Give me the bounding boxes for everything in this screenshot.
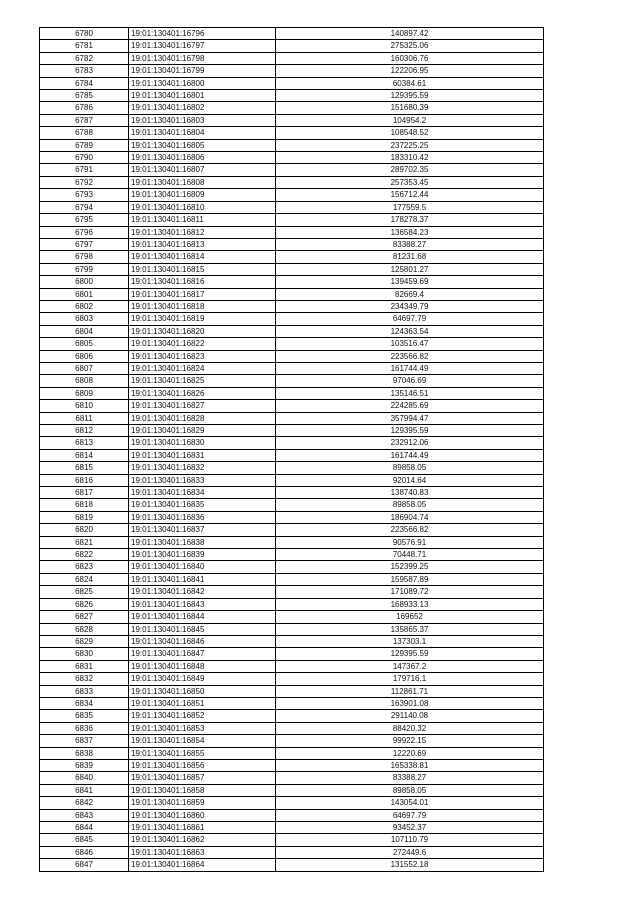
table-row [40,809,544,821]
row-number-cell: 6834 [40,697,129,709]
table-row [40,90,544,102]
table-row [40,573,544,585]
row-number-cell: 6844 [40,822,129,834]
value-cell: 64697.79 [276,809,544,821]
value-cell: 237225.25 [276,139,544,151]
cadastral-number-cell: 19:01:130401:16853 [129,722,276,734]
row-number-cell: 6817 [40,487,129,499]
cadastral-number-cell: 19:01:130401:16836 [129,511,276,523]
row-number-cell: 6842 [40,797,129,809]
value-cell: 138740.83 [276,487,544,499]
row-number-cell: 6782 [40,52,129,64]
cadastral-number-cell: 19:01:130401:16828 [129,412,276,424]
table-row [40,65,544,77]
table-row [40,834,544,846]
row-number-cell: 6828 [40,623,129,635]
table-row [40,437,544,449]
row-number-cell: 6811 [40,412,129,424]
table-row [40,300,544,312]
table-row [40,350,544,362]
row-number-cell: 6838 [40,747,129,759]
value-cell: 275325.06 [276,40,544,52]
table-row [40,288,544,300]
table-row [40,648,544,660]
row-number-cell: 6789 [40,139,129,151]
cadastral-number-cell: 19:01:130401:16805 [129,139,276,151]
value-cell: 156712.44 [276,189,544,201]
value-cell: 108548.52 [276,127,544,139]
cadastral-number-cell: 19:01:130401:16858 [129,784,276,796]
row-number-cell: 6836 [40,722,129,734]
value-cell: 82669.4 [276,288,544,300]
table-row [40,511,544,523]
row-number-cell: 6843 [40,809,129,821]
row-number-cell: 6785 [40,90,129,102]
table-row [40,238,544,250]
row-number-cell: 6800 [40,276,129,288]
cadastral-number-cell: 19:01:130401:16835 [129,499,276,511]
value-cell: 60384.61 [276,77,544,89]
cadastral-number-cell: 19:01:130401:16841 [129,573,276,585]
value-cell: 70448.71 [276,549,544,561]
row-number-cell: 6786 [40,102,129,114]
row-number-cell: 6820 [40,524,129,536]
cadastral-number-cell: 19:01:130401:16807 [129,164,276,176]
table-row [40,623,544,635]
value-cell: 168933.13 [276,598,544,610]
table-row [40,28,544,40]
value-cell: 83388.27 [276,772,544,784]
value-cell: 124363.54 [276,325,544,337]
value-cell: 140897.42 [276,28,544,40]
table-row [40,722,544,734]
table-row [40,40,544,52]
value-cell: 89858.05 [276,499,544,511]
row-number-cell: 6788 [40,127,129,139]
table-row [40,635,544,647]
table-row [40,263,544,275]
cadastral-number-cell: 19:01:130401:16797 [129,40,276,52]
cadastral-number-cell: 19:01:130401:16863 [129,846,276,858]
cadastral-number-cell: 19:01:130401:16849 [129,673,276,685]
cadastral-number-cell: 19:01:130401:16822 [129,338,276,350]
cadastral-number-cell: 19:01:130401:16859 [129,797,276,809]
row-number-cell: 6830 [40,648,129,660]
row-number-cell: 6794 [40,201,129,213]
cadastral-number-cell: 19:01:130401:16813 [129,238,276,250]
table-row [40,822,544,834]
value-cell: 163901.08 [276,697,544,709]
value-cell: 129395.59 [276,425,544,437]
value-cell: 139459.69 [276,276,544,288]
cadastral-number-cell: 19:01:130401:16850 [129,685,276,697]
row-number-cell: 6783 [40,65,129,77]
cadastral-number-cell: 19:01:130401:16834 [129,487,276,499]
cadastral-number-cell: 19:01:130401:16856 [129,759,276,771]
cadastral-number-cell: 19:01:130401:16840 [129,561,276,573]
row-number-cell: 6784 [40,77,129,89]
cadastral-number-cell: 19:01:130401:16810 [129,201,276,213]
table-row [40,325,544,337]
cadastral-number-cell: 19:01:130401:16816 [129,276,276,288]
row-number-cell: 6840 [40,772,129,784]
row-number-cell: 6846 [40,846,129,858]
cadastral-number-cell: 19:01:130401:16847 [129,648,276,660]
row-number-cell: 6825 [40,586,129,598]
value-cell: 92014.64 [276,474,544,486]
table-row [40,189,544,201]
cadastral-number-cell: 19:01:130401:16801 [129,90,276,102]
cadastral-number-cell: 19:01:130401:16851 [129,697,276,709]
value-cell: 234349.79 [276,300,544,312]
row-number-cell: 6795 [40,214,129,226]
row-number-cell: 6803 [40,313,129,325]
value-cell: 112861.71 [276,685,544,697]
row-number-cell: 6818 [40,499,129,511]
cadastral-number-cell: 19:01:130401:16843 [129,598,276,610]
table-row [40,201,544,213]
value-cell: 129395.59 [276,90,544,102]
row-number-cell: 6821 [40,536,129,548]
row-number-cell: 6798 [40,251,129,263]
value-cell: 99922.15 [276,735,544,747]
row-number-cell: 6814 [40,449,129,461]
row-number-cell: 6823 [40,561,129,573]
table-row [40,164,544,176]
table-row [40,487,544,499]
table-row [40,697,544,709]
cadastral-number-cell: 19:01:130401:16808 [129,176,276,188]
cadastral-number-cell: 19:01:130401:16812 [129,226,276,238]
table-row [40,449,544,461]
cadastral-number-cell: 19:01:130401:16796 [129,28,276,40]
value-cell: 81231.68 [276,251,544,263]
value-cell: 151680.39 [276,102,544,114]
cadastral-number-cell: 19:01:130401:16837 [129,524,276,536]
value-cell: 257353.45 [276,176,544,188]
value-cell: 136584.23 [276,226,544,238]
table-row [40,474,544,486]
table-row [40,586,544,598]
cadastral-number-cell: 19:01:130401:16827 [129,400,276,412]
table-row [40,747,544,759]
cadastral-number-cell: 19:01:130401:16829 [129,425,276,437]
table-row [40,462,544,474]
cadastral-number-cell: 19:01:130401:16809 [129,189,276,201]
table-row [40,710,544,722]
cadastral-number-cell: 19:01:130401:16830 [129,437,276,449]
table-row [40,214,544,226]
row-number-cell: 6845 [40,834,129,846]
value-cell: 165338.81 [276,759,544,771]
table-row [40,102,544,114]
value-cell: 159587.89 [276,573,544,585]
table-row [40,276,544,288]
row-number-cell: 6809 [40,387,129,399]
value-cell: 103516.47 [276,338,544,350]
row-number-cell: 6812 [40,425,129,437]
value-cell: 122206.95 [276,65,544,77]
table-row [40,139,544,151]
cadastral-number-cell: 19:01:130401:16832 [129,462,276,474]
value-cell: 64697.79 [276,313,544,325]
value-cell: 161744.49 [276,449,544,461]
row-number-cell: 6806 [40,350,129,362]
table-row [40,425,544,437]
cadastral-number-cell: 19:01:130401:16831 [129,449,276,461]
value-cell: 131552.18 [276,859,544,871]
value-cell: 125801.27 [276,263,544,275]
row-number-cell: 6835 [40,710,129,722]
value-cell: 137303.1 [276,635,544,647]
row-number-cell: 6841 [40,784,129,796]
row-number-cell: 6801 [40,288,129,300]
cadastral-number-cell: 19:01:130401:16798 [129,52,276,64]
value-cell: 107110.79 [276,834,544,846]
row-number-cell: 6833 [40,685,129,697]
cadastral-number-cell: 19:01:130401:16864 [129,859,276,871]
row-number-cell: 6797 [40,238,129,250]
value-cell: 178278.37 [276,214,544,226]
row-number-cell: 6799 [40,263,129,275]
table-row [40,611,544,623]
table-row [40,859,544,871]
cadastral-number-cell: 19:01:130401:16862 [129,834,276,846]
row-number-cell: 6829 [40,635,129,647]
cadastral-number-cell: 19:01:130401:16804 [129,127,276,139]
cadastral-number-cell: 19:01:130401:16800 [129,77,276,89]
cadastral-number-cell: 19:01:130401:16799 [129,65,276,77]
row-number-cell: 6847 [40,859,129,871]
cadastral-number-cell: 19:01:130401:16817 [129,288,276,300]
table-row [40,598,544,610]
table-row [40,549,544,561]
value-cell: 88420.32 [276,722,544,734]
value-cell: 357994.47 [276,412,544,424]
cadastral-number-cell: 19:01:130401:16814 [129,251,276,263]
value-cell: 147367.2 [276,660,544,672]
row-number-cell: 6790 [40,152,129,164]
table-row [40,400,544,412]
row-number-cell: 6780 [40,28,129,40]
value-cell: 232912.06 [276,437,544,449]
table-row [40,176,544,188]
row-number-cell: 6824 [40,573,129,585]
table-row [40,673,544,685]
cadastral-number-cell: 19:01:130401:16815 [129,263,276,275]
table-row [40,362,544,374]
value-cell: 12220.69 [276,747,544,759]
cadastral-number-cell: 19:01:130401:16818 [129,300,276,312]
row-number-cell: 6822 [40,549,129,561]
value-cell: 223566.82 [276,350,544,362]
cadastral-number-cell: 19:01:130401:16802 [129,102,276,114]
cadastral-number-cell: 19:01:130401:16820 [129,325,276,337]
value-cell: 104954.2 [276,114,544,126]
row-number-cell: 6827 [40,611,129,623]
table-row [40,784,544,796]
value-cell: 223566.82 [276,524,544,536]
cadastral-number-cell: 19:01:130401:16838 [129,536,276,548]
value-cell: 224285.69 [276,400,544,412]
value-cell: 89858.05 [276,462,544,474]
value-cell: 183310.42 [276,152,544,164]
row-number-cell: 6813 [40,437,129,449]
row-number-cell: 6781 [40,40,129,52]
value-cell: 179716.1 [276,673,544,685]
table-row [40,375,544,387]
row-number-cell: 6805 [40,338,129,350]
table-row [40,387,544,399]
table-row [40,251,544,263]
value-cell: 97046.69 [276,375,544,387]
table-row [40,660,544,672]
cadastral-number-cell: 19:01:130401:16803 [129,114,276,126]
table-row [40,561,544,573]
value-cell: 143054.01 [276,797,544,809]
row-number-cell: 6815 [40,462,129,474]
row-number-cell: 6793 [40,189,129,201]
row-number-cell: 6819 [40,511,129,523]
row-number-cell: 6839 [40,759,129,771]
row-number-cell: 6832 [40,673,129,685]
row-number-cell: 6807 [40,362,129,374]
table-body [40,28,544,872]
row-number-cell: 6808 [40,375,129,387]
cadastral-number-cell: 19:01:130401:16839 [129,549,276,561]
value-cell: 291140.08 [276,710,544,722]
value-cell: 129395.59 [276,648,544,660]
value-cell: 161744.49 [276,362,544,374]
value-cell: 171089.72 [276,586,544,598]
table-row [40,313,544,325]
value-cell: 186904.74 [276,511,544,523]
value-cell: 272449.6 [276,846,544,858]
cadastral-number-cell: 19:01:130401:16833 [129,474,276,486]
cadastral-number-cell: 19:01:130401:16844 [129,611,276,623]
table-row [40,412,544,424]
table-row [40,772,544,784]
value-cell: 89858.05 [276,784,544,796]
table-row [40,797,544,809]
row-number-cell: 6810 [40,400,129,412]
value-cell: 169652 [276,611,544,623]
cadastral-number-cell: 19:01:130401:16825 [129,375,276,387]
table-row [40,536,544,548]
row-number-cell: 6816 [40,474,129,486]
row-number-cell: 6791 [40,164,129,176]
row-number-cell: 6792 [40,176,129,188]
table-row [40,735,544,747]
cadastral-number-cell: 19:01:130401:16811 [129,214,276,226]
table-row [40,114,544,126]
cadastral-number-cell: 19:01:130401:16846 [129,635,276,647]
value-cell: 135865.37 [276,623,544,635]
data-table [39,27,544,872]
row-number-cell: 6787 [40,114,129,126]
row-number-cell: 6804 [40,325,129,337]
cadastral-number-cell: 19:01:130401:16855 [129,747,276,759]
table-row [40,685,544,697]
value-cell: 83388.27 [276,238,544,250]
row-number-cell: 6796 [40,226,129,238]
row-number-cell: 6837 [40,735,129,747]
value-cell: 93452.37 [276,822,544,834]
value-cell: 90576.91 [276,536,544,548]
table-row [40,499,544,511]
row-number-cell: 6802 [40,300,129,312]
table-row [40,759,544,771]
cadastral-number-cell: 19:01:130401:16848 [129,660,276,672]
table-row [40,524,544,536]
value-cell: 135146.51 [276,387,544,399]
cadastral-number-cell: 19:01:130401:16806 [129,152,276,164]
cadastral-number-cell: 19:01:130401:16860 [129,809,276,821]
cadastral-number-cell: 19:01:130401:16861 [129,822,276,834]
cadastral-number-cell: 19:01:130401:16826 [129,387,276,399]
table-row [40,846,544,858]
cadastral-number-cell: 19:01:130401:16819 [129,313,276,325]
cadastral-number-cell: 19:01:130401:16854 [129,735,276,747]
value-cell: 289702.35 [276,164,544,176]
cadastral-number-cell: 19:01:130401:16823 [129,350,276,362]
cadastral-number-cell: 19:01:130401:16845 [129,623,276,635]
table-row [40,152,544,164]
value-cell: 160306.76 [276,52,544,64]
table-row [40,127,544,139]
cadastral-number-cell: 19:01:130401:16824 [129,362,276,374]
table-row [40,77,544,89]
cadastral-number-cell: 19:01:130401:16842 [129,586,276,598]
table-row [40,52,544,64]
row-number-cell: 6826 [40,598,129,610]
row-number-cell: 6831 [40,660,129,672]
table-row [40,226,544,238]
value-cell: 152399.25 [276,561,544,573]
cadastral-number-cell: 19:01:130401:16857 [129,772,276,784]
cadastral-number-cell: 19:01:130401:16852 [129,710,276,722]
table-row [40,338,544,350]
value-cell: 177559.5 [276,201,544,213]
